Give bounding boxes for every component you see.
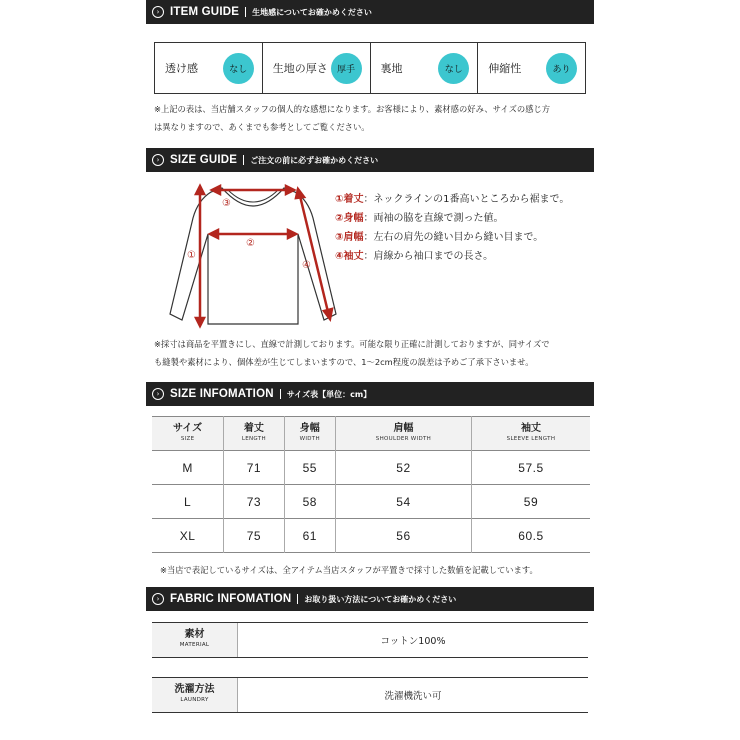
divider [245, 7, 246, 17]
item-label: 生地の厚さ [272, 62, 328, 75]
size-table [152, 416, 590, 553]
fabric-info-title: FABRIC INFOMATION [170, 593, 292, 605]
table-row: XL 75 61 56 60.5 [152, 519, 590, 553]
size-guide-title: SIZE GUIDE [170, 154, 238, 166]
size-info-note: ※当店で表記しているサイズは、全アイテム当店スタッフが平置きで採寸した数値を記載しています。 [160, 565, 538, 575]
chevron-right-icon: › [152, 388, 164, 400]
col-sleeve: 袖丈 SLEEVE LENGTH [471, 417, 590, 451]
item-label: 裏地 [380, 62, 403, 75]
legend-row-sleeve: ④袖丈：肩線から袖口までの長さ。 [335, 251, 494, 262]
fabric-row-value: 洗濯機洗い可 [384, 691, 442, 702]
fabric-row-header: 素材 MATERIAL [152, 623, 238, 657]
item-guide-title: ITEM GUIDE [170, 6, 240, 18]
size-guide-note: ※採寸は商品を平置きにし、直線で計測しております。可能な限り正確に計測しておりますが、同サイズで も縫製や素材により、個体差が生じてしまいますので、1～2cm程度の誤差は予めご了承下さいませ。 [154, 339, 550, 367]
item-guide-subtitle: 生地感についてお確かめください [252, 7, 372, 17]
item-value-badge: あり [546, 53, 577, 84]
table-row: M 71 55 52 57.5 [152, 451, 590, 485]
item-value-badge: 厚手 [331, 53, 362, 84]
fabric-row-laundry [152, 677, 588, 713]
item-guide-header [146, 0, 594, 24]
size-guide-header [146, 148, 594, 172]
fabric-row-header: 洗濯方法 LAUNDRY [152, 678, 238, 712]
item-value-badge: なし [438, 53, 469, 84]
item-guide-note: ※上記の表は、当店舗スタッフの個人的な感想になります。お客様により、素材感の好み、サイズの感じ方 は異なりますので、あくまでも参考としてご覧ください。 [154, 104, 551, 132]
divider [297, 594, 298, 604]
fabric-row-material [152, 622, 588, 658]
legend-row-width: ②身幅：両袖の脇を直線で測った値。 [335, 213, 504, 224]
item-label: 透け感 [165, 62, 198, 75]
item-guide-thickness [262, 43, 370, 93]
marker-shoulder: ③ [222, 198, 231, 209]
chevron-right-icon: › [152, 154, 164, 166]
size-info-subtitle: サイズ表【単位：cm】 [286, 389, 372, 399]
chevron-right-icon: › [152, 593, 164, 605]
marker-length: ① [187, 250, 196, 261]
marker-sleeve: ④ [302, 260, 311, 271]
item-guide-stretch [477, 43, 585, 93]
legend-row-length: ①着丈：ネックラインの1番高いところから裾まで。 [335, 194, 570, 205]
size-guide-subtitle: ご注文の前に必ずお確かめください [250, 155, 379, 165]
col-length: 着丈 LENGTH [224, 417, 284, 451]
size-guide-legend [335, 190, 569, 266]
col-size: サイズ SIZE [152, 417, 224, 451]
marker-width: ② [246, 238, 255, 249]
table-row: L 73 58 54 59 [152, 485, 590, 519]
divider [243, 155, 244, 165]
fabric-row-value: コットン100% [380, 636, 446, 647]
item-guide-see-through [155, 43, 262, 93]
col-width: 身幅 WIDTH [284, 417, 335, 451]
col-shoulder: 肩幅 SHOULDER WIDTH [335, 417, 471, 451]
item-guide-table [154, 42, 586, 94]
fabric-info-subtitle: お取り扱い方法についてお確かめください [304, 594, 457, 604]
item-guide-lining [370, 43, 478, 93]
item-label: 伸縮性 [488, 62, 522, 75]
legend-row-shoulder: ③肩幅：左右の肩先の縫い目から縫い目まで。 [335, 232, 544, 243]
divider [280, 389, 281, 399]
size-info-header [146, 382, 594, 406]
size-info-title: SIZE INFOMATION [170, 388, 274, 400]
chevron-right-icon: › [152, 6, 164, 18]
item-value-badge: なし [223, 53, 254, 84]
shirt-diagram [160, 178, 346, 330]
fabric-info-header [146, 587, 594, 611]
table-header-row [152, 417, 590, 451]
